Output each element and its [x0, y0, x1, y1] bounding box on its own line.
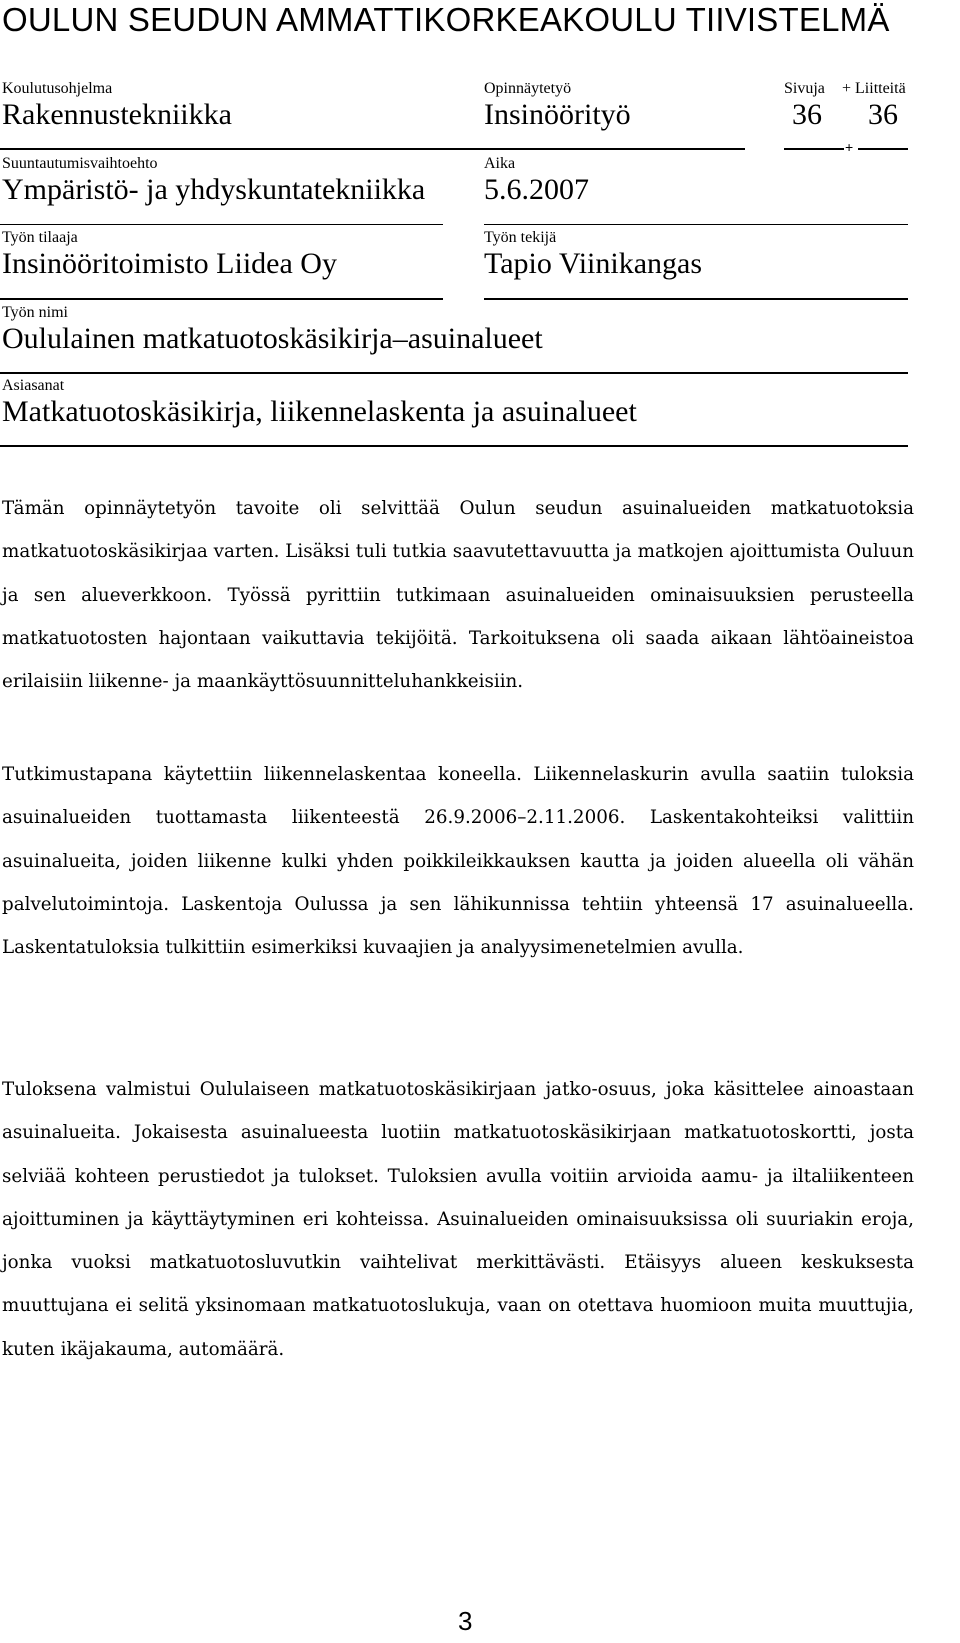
page-title: OULUN SEUDUN AMMATTIKORKEAKOULU TIIVISTELMÄ [2, 1, 890, 38]
aika-label: Aika [484, 155, 516, 172]
koulutusohjelma-label: Koulutusohjelma [2, 80, 113, 97]
divider [0, 372, 908, 374]
divider [484, 298, 908, 300]
divider [484, 224, 908, 225]
divider [0, 445, 908, 447]
tyon-nimi-value: Oululainen matkatuotoskäsikirja–asuinalueet [2, 322, 543, 355]
liitteita-label: + Liitteitä [842, 80, 906, 97]
abstract-paragraph: Tutkimustapana käytettiin liikennelaskentaa koneella. Liikennelaskurin avulla saatiin tuloksia asuinalueiden tuottamasta liikenteestä 26.9.2006–2.11.2006. Laskentakohteiksi valittiin asuinalueita, joiden liikenne kulki yhden poikkileikkauksen kautta ja joiden alueella oli vähän palvelutoimintoja. Laskentoja Oulussa ja sen lähikunnissa tehtiin yhteensä 17 asuinalueella. Laskentatuloksia tulkittiin esimerkiksi kuvaajien ja analyysimenetelmien avulla. [2, 764, 914, 959]
plus-sign: + [845, 139, 854, 155]
sivuja-label: Sivuja [784, 80, 825, 97]
tekija-label: Työn tekijä [484, 229, 557, 246]
tilaaja-label: Työn tilaaja [2, 229, 78, 246]
asiasanat-label: Asiasanat [2, 377, 65, 394]
opinnaytetyo-label: Opinnäytetyö [484, 80, 572, 97]
opinnaytetyo-value: Insinöörityö [484, 98, 631, 131]
page-number: 3 [458, 1606, 473, 1636]
divider [0, 224, 443, 225]
koulutusohjelma-value: Rakennustekniikka [2, 98, 232, 131]
divider [784, 148, 844, 150]
tekija-value: Tapio Viinikangas [484, 247, 703, 280]
asiasanat-value: Matkatuotoskäsikirja, liikennelaskenta ja asuinalueet [2, 395, 637, 428]
liitteita-value: 36 [868, 98, 898, 131]
tyon-nimi-label: Työn nimi [2, 304, 68, 321]
abstract-paragraph: Tämän opinnäytetyön tavoite oli selvittää Oulun seudun asuinalueiden matkatuotoksia matkatuotoskäsikirjaa varten. Lisäksi tuli tutkia saavutettavuutta ja matkojen ajoittumista Ouluun ja sen alueverkkoon. Työssä pyrittiin tutkimaan asuinalueiden ominaisuuksien perusteella matkatuotosten hajontaan vaikuttavia tekijöitä. Tarkoituksena oli saada aikaan lähtöaineistoa erilaisiin liikenne- ja maankäyttösuunnitteluhankkeisiin. [2, 498, 914, 693]
suuntautumisvaihtoehto-label: Suuntautumisvaihtoehto [2, 155, 158, 172]
divider [0, 148, 745, 150]
sivuja-value: 36 [792, 98, 822, 131]
divider [858, 148, 908, 150]
suuntautumisvaihtoehto-value: Ympäristö- ja yhdyskuntatekniikka [2, 173, 426, 206]
divider [0, 298, 443, 300]
abstract-paragraph: Tuloksena valmistui Oululaiseen matkatuotoskäsikirjaan jatko-osuus, joka käsittelee ainoastaan asuinalueita. Jokaisesta asuinalueesta luotiin matkatuotoskäsikirjaan matkatuotoskortti, josta selviää kohteen perustiedot ja tulokset. Tuloksien avulla voitiin arvioida aamu- ja iltaliikenteen ajoittuminen ja käyttäytyminen eri kohteissa. Asuinalueiden ominaisuuksissa oli suuriakin eroja, jonka vuoksi matkatuotosluvutkin vaihtelivat merkittävästi. Etäisyys alueen keskuksesta muuttujana ei selitä yksinomaan matkatuotoslukuja, vaan on otettava huomioon muita muuttujia, kuten ikäjakauma, automäärä. [2, 1079, 914, 1360]
aika-value: 5.6.2007 [484, 173, 589, 206]
tilaaja-value: Insinööritoimisto Liidea Oy [2, 247, 337, 280]
